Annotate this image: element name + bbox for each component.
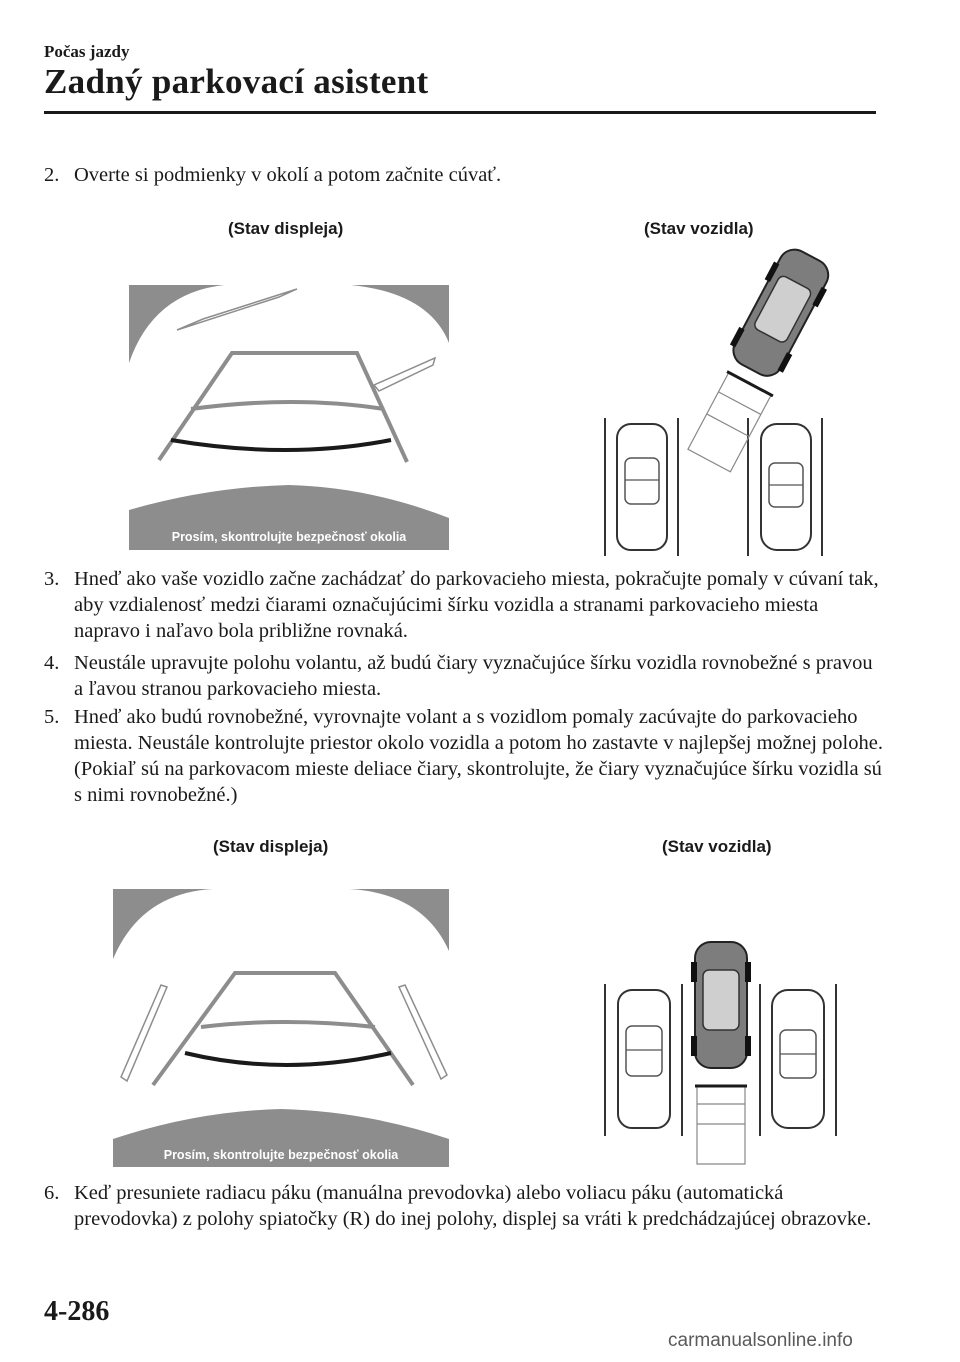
step-number: 5. <box>44 706 60 728</box>
guide-projection <box>686 372 773 473</box>
camera-display-screen <box>129 285 449 550</box>
camera-display-screen <box>113 889 449 1167</box>
parked-car-right <box>761 424 811 550</box>
section-label: Počas jazdy <box>44 42 130 61</box>
parked-car-left <box>618 990 670 1128</box>
display-state-caption: (Stav displeja) <box>213 837 329 856</box>
guide-projection <box>695 1086 747 1164</box>
step-number: 4. <box>44 652 60 674</box>
vehicle-situation-diagram <box>600 940 840 1164</box>
vehicle-state-caption: (Stav vozidla) <box>662 837 772 856</box>
vehicle-state-caption: (Stav vozidla) <box>644 219 754 238</box>
screen-message: Prosím, skontrolujte bezpečnosť okolia <box>171 530 407 544</box>
parked-car-left <box>617 424 667 550</box>
step-4 <box>44 650 884 702</box>
step-text: Hneď ako vaše vozidlo začne zachádzať do parkovacieho miesta, pokračujte pomaly v cúvaní tak, aby vzdialenosť medzi čiarami označujúcimi šírku vozidla a stranami parkovacieho miesta napravo i naľavo bola približne rovnaká. <box>74 568 879 642</box>
step-number: 6. <box>44 1182 60 1204</box>
screen-message: Prosím, skontrolujte bezpečnosť okolia <box>163 1148 399 1162</box>
step-text: Hneď ako budú rovnobežné, vyrovnajte volant a s vozidlom pomaly zacúvajte do parkovacieho miesta. Neustále kontrolujte priestor okolo vozidla a potom ho zastavte v najlepšej možnej polohe. (Pokiaľ sú na parkovacom mieste deliace čiary, skontrolujte, že čiary vyznačujúce šírku vozidla sú s nimi rovnobežné.) <box>74 706 883 806</box>
step-text: Keď presuniete radiacu páku (manuálna prevodovka) alebo voliacu páku (automatická prevodovka) z polohy spiatočky (R) do inej polohy, displej sa vráti k predchádzajúcej obrazovke. <box>74 1182 872 1230</box>
step-text: Neustále upravujte polohu volantu, až budú čiary vyznačujúce šírku vozidla rovnobežné s pravou a ľavou stranou parkovacieho miesta. <box>74 652 873 700</box>
step-2 <box>44 162 884 188</box>
own-car <box>691 942 751 1068</box>
step-text: Overte si podmienky v okolí a potom začnite cúvať. <box>74 164 502 186</box>
watermark: carmanualsonline.info <box>668 1330 853 1351</box>
own-car <box>724 242 837 383</box>
step-5 <box>44 704 884 808</box>
page-number: 4-286 <box>44 1296 110 1327</box>
step-number: 3. <box>44 568 60 590</box>
step-6 <box>44 1180 884 1232</box>
vehicle-situation-diagram <box>600 258 840 558</box>
title-divider <box>44 111 876 114</box>
parked-car-right <box>772 990 824 1128</box>
display-state-caption: (Stav displeja) <box>228 219 344 238</box>
page-title: Zadný parkovací asistent <box>44 62 429 101</box>
step-number: 2. <box>44 164 60 186</box>
step-3 <box>44 566 884 644</box>
